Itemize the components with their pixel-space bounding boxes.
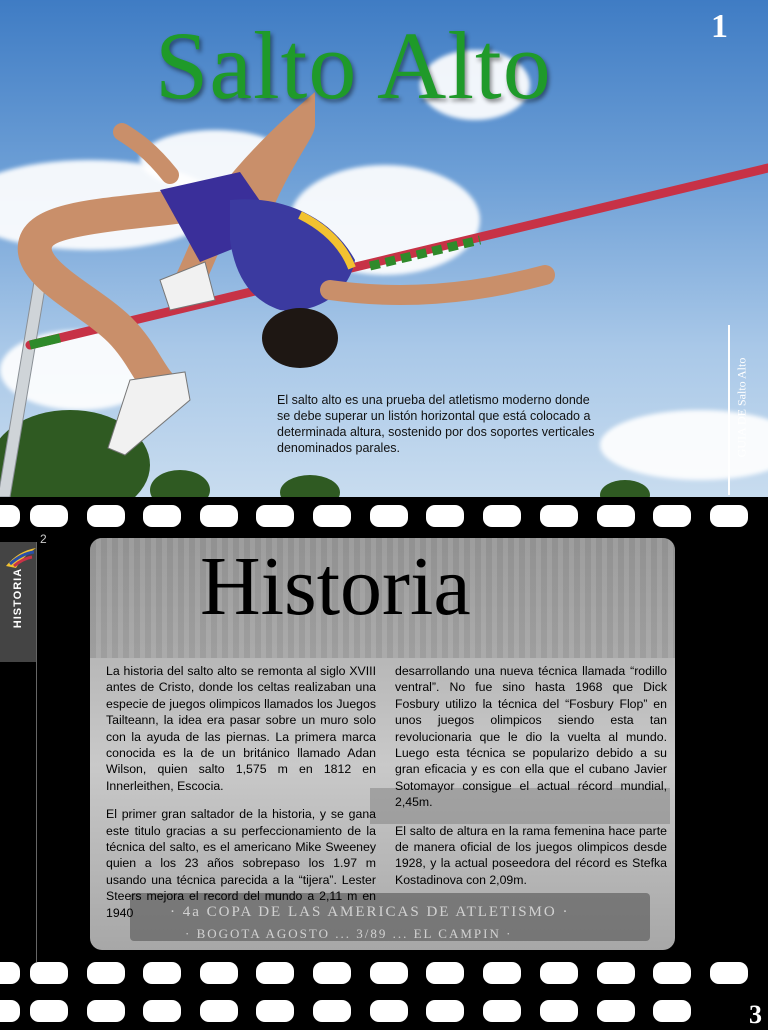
sprocket-hole (653, 962, 691, 984)
bird-logo-icon (4, 544, 38, 570)
sprocket-hole (313, 505, 351, 527)
sprocket-hole (256, 1000, 294, 1022)
athlete-arm (122, 132, 170, 175)
sprocket-hole (0, 962, 20, 984)
hero-photo (0, 0, 768, 497)
sprocket-hole (256, 505, 294, 527)
sprocket-hole (30, 962, 68, 984)
side-label-text: GUIA DE Salto Alto (734, 357, 749, 458)
sprocket-hole (540, 505, 578, 527)
sprocket-hole (87, 505, 125, 527)
sprocket-hole (370, 505, 408, 527)
sprocket-hole (200, 962, 238, 984)
sprocket-hole (483, 505, 521, 527)
sprocket-hole (426, 1000, 464, 1022)
sprocket-hole (0, 505, 20, 527)
paragraph: El primer gran saltador de la historia, y se gana este titulo gracias a su perfeccionamiento de la técnica del salto, es el americano Mike Sweeney quien a los 23 años sobrepaso los 1.97 m usando una técnica parecida a la “tijera”. Lester Steers mejora el record del mundo a 2,11 m en 1940 (106, 807, 376, 920)
section-title: Historia (200, 540, 471, 633)
sprocket-hole (370, 962, 408, 984)
sprocket-hole (597, 962, 635, 984)
sprocket-hole (653, 505, 691, 527)
paragraph: desarrollando una nueva técnica llamada “rodillo ventral”. No fue sino hasta 1968 que Dick Fosbury utilizo la técnica del “Fosbury Flop” en unos juegos olimpicos siendo esta tan revolucionaria que le dio la vuelta al mundo. Luego esta técnica se popularizo debido a su gran eficacia y es con ella que el cubano Javier Sotomayor consigue el actual récord mundial, 2,45m. (395, 664, 667, 810)
sprocket-hole (30, 505, 68, 527)
sprocket-hole (426, 505, 464, 527)
sprocket-hole (597, 505, 635, 527)
sprocket-hole (540, 1000, 578, 1022)
banner-text: · BOGOTA AGOSTO ... 3/89 ... EL CAMPIN · (185, 926, 513, 941)
sprocket-hole (143, 962, 181, 984)
sprocket-hole (200, 505, 238, 527)
section-tab-label: HISTORIA (12, 567, 24, 629)
paragraph: La historia del salto alto se remonta al siglo XVIII antes de Cristo, donde los celtas realizaban una especie de juegos olimpicos llamados los Juegos Tailteann, la idea era pasar sobre un muro solo con la ayuda de las piernas. La primera marca conocida es la de un británico llamado Adan Wilson, quien salto 1,575 m en 1812 en Innerleithen, Escocia. (106, 664, 376, 793)
sprocket-hole (370, 1000, 408, 1022)
sprocket-hole (143, 1000, 181, 1022)
sprocket-hole (0, 1000, 20, 1022)
sprocket-hole (87, 962, 125, 984)
paragraph: El salto de altura en la rama femenina hace parte de manera oficial de los juegos olimpicos desde 1928, y la actual poseedora del récord es Stefka Kostadinova con 2,09m. (395, 823, 667, 887)
page-number: 1 (711, 8, 728, 45)
sprocket-hole (710, 505, 748, 527)
sprocket-row-next (0, 1000, 768, 1022)
sprocket-hole (540, 962, 578, 984)
page-title: Salto Alto (155, 12, 552, 119)
athlete-arm (330, 275, 545, 295)
sprocket-hole (710, 962, 748, 984)
sprocket-hole (143, 505, 181, 527)
upright-pole (0, 282, 46, 497)
sprocket-hole (426, 962, 464, 984)
side-divider (728, 325, 730, 495)
sprocket-hole (597, 1000, 635, 1022)
sprocket-hole (483, 962, 521, 984)
text-column-left (106, 663, 376, 933)
intro-paragraph: El salto alto es una prueba del atletismo moderno donde se debe superar un listón horizontal que está colocado a determinada altura, sostenido por dos soportes verticales denominados parales. (277, 393, 595, 455)
sprocket-row-top (0, 505, 768, 527)
page-number: 3 (749, 1000, 762, 1029)
athlete-head (262, 308, 338, 368)
banner-text: · 4a COPA DE LAS AMERICAS DE ATLETISMO · (170, 904, 570, 920)
text-column-right (395, 663, 667, 900)
sprocket-hole (653, 1000, 691, 1022)
athlete-shoe (108, 372, 190, 455)
sprocket-hole (30, 1000, 68, 1022)
sprocket-hole (483, 1000, 521, 1022)
sprocket-hole (200, 1000, 238, 1022)
sprocket-hole (313, 962, 351, 984)
sprocket-row-bottom (0, 962, 768, 984)
guide-side-label (732, 325, 749, 495)
sprocket-hole (256, 962, 294, 984)
sprocket-hole (87, 1000, 125, 1022)
crossbar-stripe (370, 240, 480, 266)
sprocket-hole (313, 1000, 351, 1022)
page-number: 2 (40, 532, 47, 546)
side-divider (36, 542, 37, 962)
